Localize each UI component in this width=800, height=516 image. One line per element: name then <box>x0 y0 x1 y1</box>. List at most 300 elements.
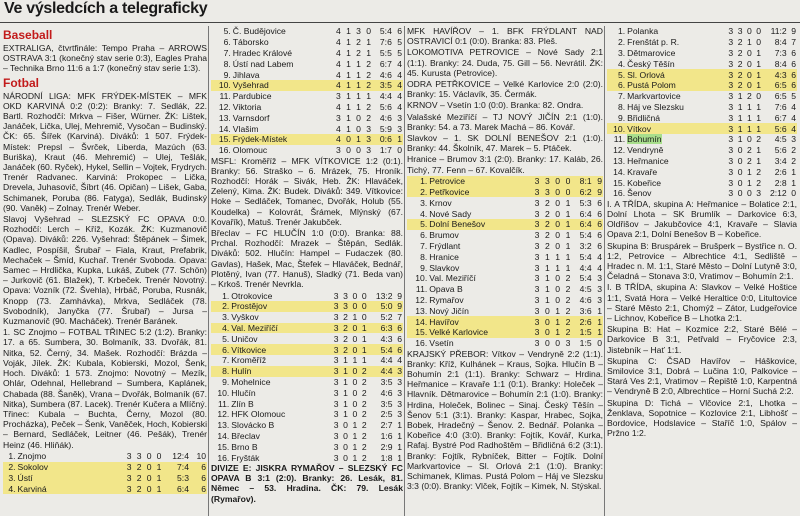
stat-cell: 2 <box>791 145 796 156</box>
stat-cell: 2 <box>737 37 743 48</box>
stat-cell: 1 <box>352 134 362 145</box>
stat-cell: 0 <box>352 376 358 387</box>
team-name-text: Prostějov <box>231 301 268 312</box>
stat-cell: 3 <box>728 58 734 69</box>
table-row <box>607 102 797 113</box>
stat-cell: 3 <box>397 376 402 387</box>
stat-cell: 1 <box>565 262 571 273</box>
team-name <box>230 452 330 463</box>
stat-cell: 0 <box>143 483 153 494</box>
page-title: Ve výsledcích a telegraficky <box>4 0 208 17</box>
table-row <box>607 69 797 80</box>
stat-cell: 3 <box>728 101 734 112</box>
stat-cell: 3 <box>333 420 339 431</box>
stat-cell: 2 <box>544 197 550 208</box>
stat-cell: 11:2 <box>770 26 787 37</box>
table-row <box>3 472 207 483</box>
stat-cell: 2 <box>361 398 367 409</box>
stat-cell: 0 <box>397 145 402 156</box>
stat-cell: 4 <box>397 69 402 80</box>
result-paragraph: KRNOV – Vsetín 1:0 (0:0). Branka: 82. Ondra. <box>407 100 584 111</box>
stat-cell: 1 <box>352 312 358 323</box>
team-name <box>230 377 330 388</box>
stat-cell: 7:6 <box>774 101 787 112</box>
stat-cell: 2 <box>361 452 367 463</box>
stat-cell: 1 <box>346 101 351 112</box>
rank-cell: 3. <box>617 47 626 58</box>
rank-cell: 7. <box>420 241 428 252</box>
team-name-text: Kobeřice <box>627 177 662 188</box>
stat-cell: 3 <box>333 312 339 323</box>
stat-cell: 0 <box>756 26 762 37</box>
team-name <box>230 387 330 398</box>
stat-cell: 2 <box>734 69 743 80</box>
stat-cell: 9 <box>394 301 403 312</box>
stat-cell: 3 <box>728 155 734 166</box>
stat-cell: 0 <box>555 230 561 241</box>
stat-cell: 4 <box>393 80 403 91</box>
stat-cell: 0 <box>343 420 348 431</box>
stat-cell: 6 <box>190 472 207 483</box>
result-paragraph: MFK HAVÍŘOV – 1. BFK FRÝDLANT NAD OSTRAVICÍ 0:1 (0:0). Branka: 83. Pleš. <box>407 26 603 47</box>
table-row <box>607 112 797 123</box>
team-name <box>230 355 330 366</box>
result-paragraph: Slavoj Vyšehrad – SLEZSKÝ FC OPAVA 0:0. Rozhodčí: Lerch – Kříž, Kozák. ŽK: Kuzmanovič (Opava). Diváků: 226. Vyšehrad: Štěpánek – Šimek, Kadlec, Pospíšil, Šrubař – Fiala, Kraut, Prefabrik, Mechaček – Šmíd, Kuchař. Trenér Svoboda. Opava: Samec – Hrdlička, Kupka, Lukáš, Zubek (77. Schön) – Jurkovič (61. Blažek), T. Krbeček. Trenér Novotný. Opava: Vozník (72. Švehla), Hrbáč, Poruba, Rusnák, Knopp (73. Zamhávka), Mrkva, Sedláček (78. Svobodník), Janyčka (77. Šrubař) – Jursa – Kuzmanovič (90. Macháček). Trenér Baránek. <box>3 214 207 327</box>
stat-cell: 5:9 <box>379 123 392 134</box>
rank-cell: 14. <box>407 316 428 327</box>
stat-cell: 2 <box>561 316 571 327</box>
rank-cell: 16. <box>613 188 626 199</box>
stat-cell: 0 <box>561 187 571 198</box>
table-row <box>607 188 797 199</box>
stat-cell: 1 <box>397 452 402 463</box>
stat-cell: 2 <box>544 208 550 219</box>
rank-cell: 4. <box>211 323 230 334</box>
stat-cell: 1 <box>343 376 348 387</box>
stat-cell: 0 <box>352 333 358 344</box>
result-paragraph: Slavkov – 1. SK DOLNÍ BENEŠOV 2:1 (1:0). Branky: 44. Školník, 47. Marek – 5. Ptáček. <box>407 133 603 154</box>
stat-cell: 1 <box>356 91 361 102</box>
table-row <box>211 301 403 312</box>
stat-cell: 7:4 <box>162 462 190 473</box>
table-row <box>407 316 603 327</box>
table-row <box>607 58 797 69</box>
team-name-text: Hulín <box>231 366 252 377</box>
team-name-text: Slovácko B <box>231 420 275 431</box>
result-paragraph: 1. SC Znojmo – FOTBAL TŘINEC 5:2 (1:2). Branky: 17. a 65. Sumbera, 30. Bolmaník, 33. Dvořák, 81. Nitka, 52. Černý, 34. Mašek. Rozhodčí: Brázda – Voják, Jílek. ŽK: Kubala, Kobierski, Mozol, Šenk, Hoch. Diváků: 1 573. Znojmo: Novotný – Mezík, Ohlár, Odehnal, Hellebrand – Sumbera, Kaplánek, Chabada (88. Šaněk), Vrana – Dvořák, Bolmaník (67. Nitka), Sumbera (87. Lacek). Trenér Kučera a Mlíčný. Třinec: Kubala – Buchta, Černy, Mozol (80. Procházka), Peček – Šenk, Vaněček, Hoch, Kobierski – Bernard, Sedláček, Leitner (46. Pešák), Trenér Heinz (46. Hliňák). <box>3 327 207 450</box>
table-row <box>211 441 403 452</box>
stat-cell: 3 <box>530 219 540 230</box>
team-name-text: Vendryně <box>627 145 664 156</box>
stat-cell: 1 <box>358 344 367 355</box>
team-name <box>232 80 332 91</box>
result-paragraph: NÁRODNÍ LIGA: MFK FRÝDEK-MÍSTEK – MFK OKD KARVINÁ 0:2 (0:2): Branky: 7. Sedlák, 22. Bartl. Rozhodčí: Mrkva – Fišer, Würner. ŽK: Lištek, Janáček, Lička, Ulej, Mehremič, Vysočan – Budinský. ČK: 65. Šířek (Karviná). Diváků: 1 507. Frýdek-Místek: Prepsl – Švrček, Liberda, Mazúch (63. Buriška), Kraut (46. Mehremić) – Ulej, Tešlák, Janáček (60. Ryček), Hykel, Sellin – Vojtek, Frydrych. Trenér Radvanec. Karviná: Prokopec – Lička, Drevela, Juhasovič, Šíbrt (46. Opičan) – Lišek, Gaba, Schimanek, Poruba (86. Fatyga), Sedlák, Budinský (90. Vaněk) – Zolnay. Trenér Weber. <box>3 90 207 213</box>
team-name <box>626 80 725 91</box>
team-name <box>428 284 530 295</box>
team-name-text: Pardubice <box>232 91 272 102</box>
stat-cell: 1:7 <box>379 145 392 156</box>
table-row <box>211 123 403 134</box>
stat-cell: 1 <box>756 58 762 69</box>
stat-cell: 5:5 <box>379 47 392 58</box>
stat-cell: 2:5 <box>380 409 393 420</box>
stat-cell: 3:5 <box>380 398 393 409</box>
stat-cell: 1 <box>356 58 361 69</box>
stat-cell: 1 <box>152 462 162 473</box>
team-name-text: Nové Sady <box>429 208 472 219</box>
team-name-text: Slavkov <box>429 262 460 273</box>
stat-cell: 1 <box>737 112 743 123</box>
team-name-text: Bohumín <box>627 134 662 145</box>
table-row <box>211 344 403 355</box>
stat-cell: 6:7 <box>774 112 787 123</box>
team-name-text: Val. Meziříčí <box>429 273 476 284</box>
table-row <box>211 69 403 80</box>
stat-cell: 0 <box>746 47 752 58</box>
rank-cell: 2. <box>617 37 626 48</box>
stat-cell: 3 <box>397 112 402 123</box>
stat-cell: 2 <box>340 344 349 355</box>
stat-cell: 1 <box>356 69 361 80</box>
team-name-text: Frenštát p. R. <box>627 37 680 48</box>
rank-cell: 5. <box>222 333 230 344</box>
stat-cell: 6:7 <box>379 58 392 69</box>
rank-cell: 4. <box>420 208 428 219</box>
rank-cell: 8. <box>223 58 231 69</box>
rank-cell: 12. <box>415 295 428 305</box>
team-name <box>626 48 725 59</box>
team-name <box>232 48 332 59</box>
stat-cell: 2 <box>366 69 372 80</box>
stat-cell: 0 <box>555 273 561 284</box>
stat-cell: 1 <box>342 80 352 91</box>
team-name-text: Polanka <box>627 26 659 37</box>
stat-cell: 5:4 <box>379 26 392 37</box>
stat-cell: 6:3 <box>368 323 394 334</box>
rank-cell: 14. <box>613 166 626 177</box>
stat-cell: 7:6 <box>379 37 392 48</box>
stat-cell: 1 <box>565 230 571 241</box>
stat-cell: 5 <box>791 91 796 102</box>
rank-cell: 7. <box>223 47 231 58</box>
stat-cell: 1 <box>366 91 372 102</box>
stat-cell: 6:5 <box>762 80 788 91</box>
stat-cell: 9 <box>791 26 796 37</box>
stat-cell: 6 <box>190 462 207 473</box>
stat-cell: 0 <box>746 134 752 145</box>
table-row <box>607 80 797 91</box>
result-paragraph: LOKOMOTIVA PETROVICE – Nové Sady 2:1 (1:1). Branky: 24. Duda, 75. Gill – 56. Nevrátil. ŽK: 45. Kurusta (Petrovice). <box>407 47 603 78</box>
rank-cell: 13. <box>415 305 428 316</box>
team-name <box>626 37 725 48</box>
rank-cell: 15. <box>211 134 232 145</box>
team-name-text: Heřmanice <box>627 155 669 166</box>
rank-cell: 4. <box>617 58 626 69</box>
stat-cell: 1 <box>346 37 351 48</box>
stat-cell: 3 <box>534 295 540 305</box>
stat-cell: 7 <box>397 312 402 323</box>
stat-cell: 3 <box>366 123 372 134</box>
rank-cell: 6. <box>223 37 231 48</box>
stat-cell: 2 <box>734 80 743 91</box>
stat-cell: 1:5 <box>579 338 592 349</box>
team-name-text: Kravaře <box>627 166 658 177</box>
stat-cell: 6:2 <box>571 187 592 198</box>
stat-cell: 0 <box>555 295 561 305</box>
stat-cell: 2 <box>791 155 796 166</box>
table-row <box>407 295 603 306</box>
rank-cell: 2. <box>407 187 428 198</box>
team-name <box>230 333 330 344</box>
stat-cell: 3 <box>540 187 550 198</box>
stat-cell: 3 <box>728 26 734 37</box>
team-name-text: Vsetín <box>429 338 454 349</box>
stat-cell: 2 <box>366 58 372 69</box>
table-row <box>211 387 403 398</box>
stat-cell: 2 <box>756 177 762 188</box>
league-table-krajsky-prebor <box>607 26 797 199</box>
table-row <box>607 156 797 167</box>
team-name <box>230 366 330 377</box>
stat-cell: 0 <box>156 451 162 462</box>
table-row <box>407 187 603 198</box>
stat-cell: 4:3 <box>380 333 393 344</box>
result-paragraph: Valašské Meziříčí – TJ NOVÝ JIČÍN 2:1 (1:0). Branky: 54. a 73. Marek Machá – 86. Kovář. <box>407 111 603 132</box>
stat-cell: 2 <box>746 91 752 102</box>
team-name <box>626 91 725 102</box>
stat-cell: 3 <box>534 262 540 273</box>
stat-cell: 3 <box>728 91 734 102</box>
team-name-text: Háj ve Slezsku <box>627 101 684 112</box>
stat-cell: 1 <box>746 101 752 112</box>
stat-cell: 5:4 <box>579 251 592 262</box>
stat-cell: 6 <box>788 80 797 91</box>
stat-cell: 1 <box>561 219 571 230</box>
stat-cell: 2 <box>133 472 143 483</box>
stat-cell: 2:6 <box>571 316 592 327</box>
stat-cell: 0 <box>756 91 762 102</box>
rank-cell: 9. <box>617 112 626 123</box>
stat-cell: 9 <box>397 290 402 301</box>
league-table-msfl <box>211 290 403 463</box>
team-name-text: Zlín B <box>231 398 254 409</box>
table-row <box>407 230 603 241</box>
table-row <box>211 312 403 323</box>
league-table-narodni-liga <box>3 451 207 494</box>
team-name <box>232 112 332 123</box>
table-row <box>211 145 403 156</box>
stat-cell: 4 <box>332 80 342 91</box>
table-row <box>607 145 797 156</box>
stat-cell: 10 <box>196 451 206 462</box>
stat-cell: 3 <box>335 112 341 123</box>
team-name-text: Táborsko <box>232 37 269 48</box>
stat-cell: 4 <box>788 123 797 134</box>
stat-cell: 4:6 <box>379 112 392 123</box>
stat-cell: 6:4 <box>579 208 592 219</box>
table-row <box>211 290 403 301</box>
stat-cell: 3 <box>333 398 339 409</box>
stat-cell: 1 <box>597 305 602 316</box>
stat-cell: 3 <box>725 80 734 91</box>
stat-cell: 1 <box>734 123 743 134</box>
stat-cell: 1 <box>746 166 752 177</box>
rank-cell: 2. <box>3 462 16 473</box>
stat-cell: 1 <box>346 123 351 134</box>
team-name-text: Uničov <box>231 333 258 344</box>
stat-cell: 4:6 <box>379 69 392 80</box>
rank-cell: 1. <box>407 176 428 187</box>
msfl-results <box>211 156 403 290</box>
stat-cell: 4 <box>397 101 402 112</box>
stat-cell: 5:6 <box>762 123 788 134</box>
result-paragraph: I. B TŘÍDA, skupina A: Slavkov – Velké Hoštice 1:1, Svatá Hora – Velké Heraltice 0:0, Litultovice – Staré Město 2:1, Chomýž – Zátor, Ludgeřovice – Lichnov, Kobeřice B – Lhotka 2:1. <box>607 282 797 323</box>
table-row <box>211 26 403 37</box>
table-row <box>211 58 403 69</box>
team-name <box>16 451 122 462</box>
section-heading-football: Fotbal <box>3 75 39 90</box>
team-name <box>428 251 530 262</box>
stat-cell: 3 <box>126 451 132 462</box>
stat-cell: 1 <box>737 101 743 112</box>
stat-cell: 1 <box>346 58 351 69</box>
stat-cell: 2 <box>358 366 367 377</box>
stat-cell: 0 <box>343 441 348 452</box>
team-name-text: Markvartovice <box>627 91 681 102</box>
stat-cell: 6 <box>597 208 602 219</box>
table-row <box>407 284 603 295</box>
stat-cell: 0 <box>555 338 561 349</box>
result-paragraph: I. A TŘÍDA, skupina A: Heřmanice – Bolatice 2:1, Dolní Lhota – SK Brumlík – Darkovice 6:3, Oldřišov – Jakubčovice 4:1, Kravaře – Slavia Opava 2:1, Dolní Benešov B – Kobeřice. <box>607 198 797 240</box>
stat-cell: 5:3 <box>162 472 190 483</box>
stat-cell: 0 <box>544 305 550 316</box>
team-name <box>232 69 332 80</box>
stat-cell: 1 <box>555 251 561 262</box>
stat-cell: 1 <box>737 134 743 145</box>
team-name-text: Krnov <box>429 197 452 208</box>
stat-cell: 0 <box>551 219 561 230</box>
stat-cell: 0 <box>551 176 561 187</box>
column-divider <box>604 26 605 516</box>
stat-cell: 1 <box>397 441 402 452</box>
stat-cell: 1 <box>340 366 349 377</box>
stat-cell: 6 <box>397 26 402 37</box>
result-paragraph: ODRA PETŘKOVICE – Velké Karlovice 2:0 (2:0). Branky: 15. Václavík, 35. Čermák. <box>407 79 603 100</box>
stat-cell: 1 <box>346 69 351 80</box>
stat-cell: 4:4 <box>380 355 393 366</box>
stat-cell: 9 <box>593 176 603 187</box>
stat-cell: 6 <box>597 241 602 252</box>
stat-cell: 3 <box>136 451 142 462</box>
stat-cell: 5:4 <box>368 344 394 355</box>
team-name <box>428 176 530 187</box>
stat-cell: 5:4 <box>579 273 592 284</box>
stat-cell: 3 <box>728 47 734 58</box>
title-rule <box>0 22 800 23</box>
stat-cell: 1 <box>152 483 162 494</box>
stat-cell: 1 <box>791 166 796 177</box>
stat-cell: 3 <box>728 145 734 156</box>
stat-cell: 0 <box>349 366 358 377</box>
stat-cell: 4 <box>335 47 341 58</box>
stat-cell: 7 <box>791 37 796 48</box>
table-row <box>211 80 403 91</box>
team-name-text: Vítkov <box>627 123 651 134</box>
team-name <box>230 409 330 420</box>
table-row <box>211 420 403 431</box>
league-table-divize <box>407 176 603 349</box>
stat-cell: 6 <box>597 197 602 208</box>
stat-cell: 3 <box>737 26 743 37</box>
rank-cell: 10. <box>607 123 626 134</box>
stat-cell: 0 <box>143 462 153 473</box>
team-name <box>232 58 332 69</box>
stat-cell: 4 <box>335 123 341 134</box>
rank-cell: 8. <box>420 251 428 262</box>
table-row <box>607 166 797 177</box>
stat-cell: 4 <box>335 58 341 69</box>
team-name-text: Brno B <box>231 441 258 452</box>
team-name <box>230 312 330 323</box>
stat-cell: 4:6 <box>579 295 592 305</box>
stat-cell: 3 <box>335 91 341 102</box>
stat-cell: 2 <box>565 273 571 284</box>
stat-cell: 1 <box>746 112 752 123</box>
stat-cell: 4 <box>335 37 341 48</box>
stat-cell: 3 <box>534 197 540 208</box>
stat-cell: 3 <box>330 323 339 334</box>
stat-cell: 2 <box>565 284 571 295</box>
result-paragraph: Skupina B: Hat – Kozmice 2:2, Staré Bělé – Darkovice B 3:1, Petřvald – Fryčovice 2:3, Jistebník – Hať 1:1. <box>607 324 797 355</box>
table-row <box>211 134 403 145</box>
stat-cell: 12:4 <box>172 451 189 462</box>
stat-cell: 0 <box>346 145 351 156</box>
team-name-text: Hradec Králové <box>232 47 293 58</box>
stat-cell: 0 <box>352 290 358 301</box>
stat-cell: 4 <box>791 112 796 123</box>
rank-cell: 16. <box>218 145 231 156</box>
krajsky-prebor-results: KRAJSKÝ PŘEBOR: Vítkov – Vendryně 2:2 (1:1). Branky: Kříž, Kulhánek – Kraus, Sojka. Hlučín B – Bohumín 2:1 (1:1). Branky: Schwarz – Hrdina. Heřmanice – Kravaře 1:1 (0:1). Branky: Holeček – Hlavník. Dětmarovice – Bohumín 2:1 (1:0). Branky: Hrdina, Holeček, Bolinec – Sinaj. Český Těšín – Šenov 5:1 (3:1). Branky: Kaspar, Hrabec, Sojka, Bobek, Hradečný – Šenov. 2. Bednář. Polanka – Kobeřice 4:0 (3:0). Branky: Fojtík, Kovář, Kurka, Rafaj. Bystré Pod Radhoštěm – Břidličná 6:2 (3:1). Branky: Fojtík, Rybníček, Bitter – Fojtík. Dolní Markvartovice – Sl. Orlová 2:1 (1:0). Branky: Schimanek, Klimas. Pustá Polom – Háj ve Slezsku 3:3 (0:0). Branky: Vlček, Fojtík – Kimek, N. Stýskal. <box>407 348 603 492</box>
team-name <box>428 316 530 327</box>
rank-cell: 14. <box>217 430 230 441</box>
team-name-text: Frýdek-Místek <box>232 134 288 145</box>
stat-cell: 3 <box>123 472 133 483</box>
stat-cell: 0 <box>551 187 561 198</box>
team-name <box>428 305 530 316</box>
stat-cell: 6 <box>190 483 207 494</box>
stat-cell: 1 <box>343 398 348 409</box>
stat-cell: 6 <box>788 69 797 80</box>
stat-cell: 0 <box>349 301 358 312</box>
rank-cell: 13. <box>613 155 626 166</box>
stat-cell: 0 <box>561 176 571 187</box>
stat-cell: 5:6 <box>774 145 787 156</box>
stat-cell: 2 <box>361 409 367 420</box>
team-name <box>230 420 330 431</box>
table-row <box>407 262 603 273</box>
stat-cell: 2 <box>737 58 743 69</box>
team-name <box>428 219 530 230</box>
table-row <box>407 219 603 230</box>
stat-cell: 1 <box>544 295 550 305</box>
stat-cell: 1 <box>343 355 348 366</box>
stat-cell: 2 <box>361 441 367 452</box>
stat-cell: 1 <box>555 262 561 273</box>
column-divider <box>404 26 405 516</box>
table-row <box>211 91 403 102</box>
stat-cell: 2 <box>356 47 361 58</box>
stat-cell: 0 <box>743 69 752 80</box>
